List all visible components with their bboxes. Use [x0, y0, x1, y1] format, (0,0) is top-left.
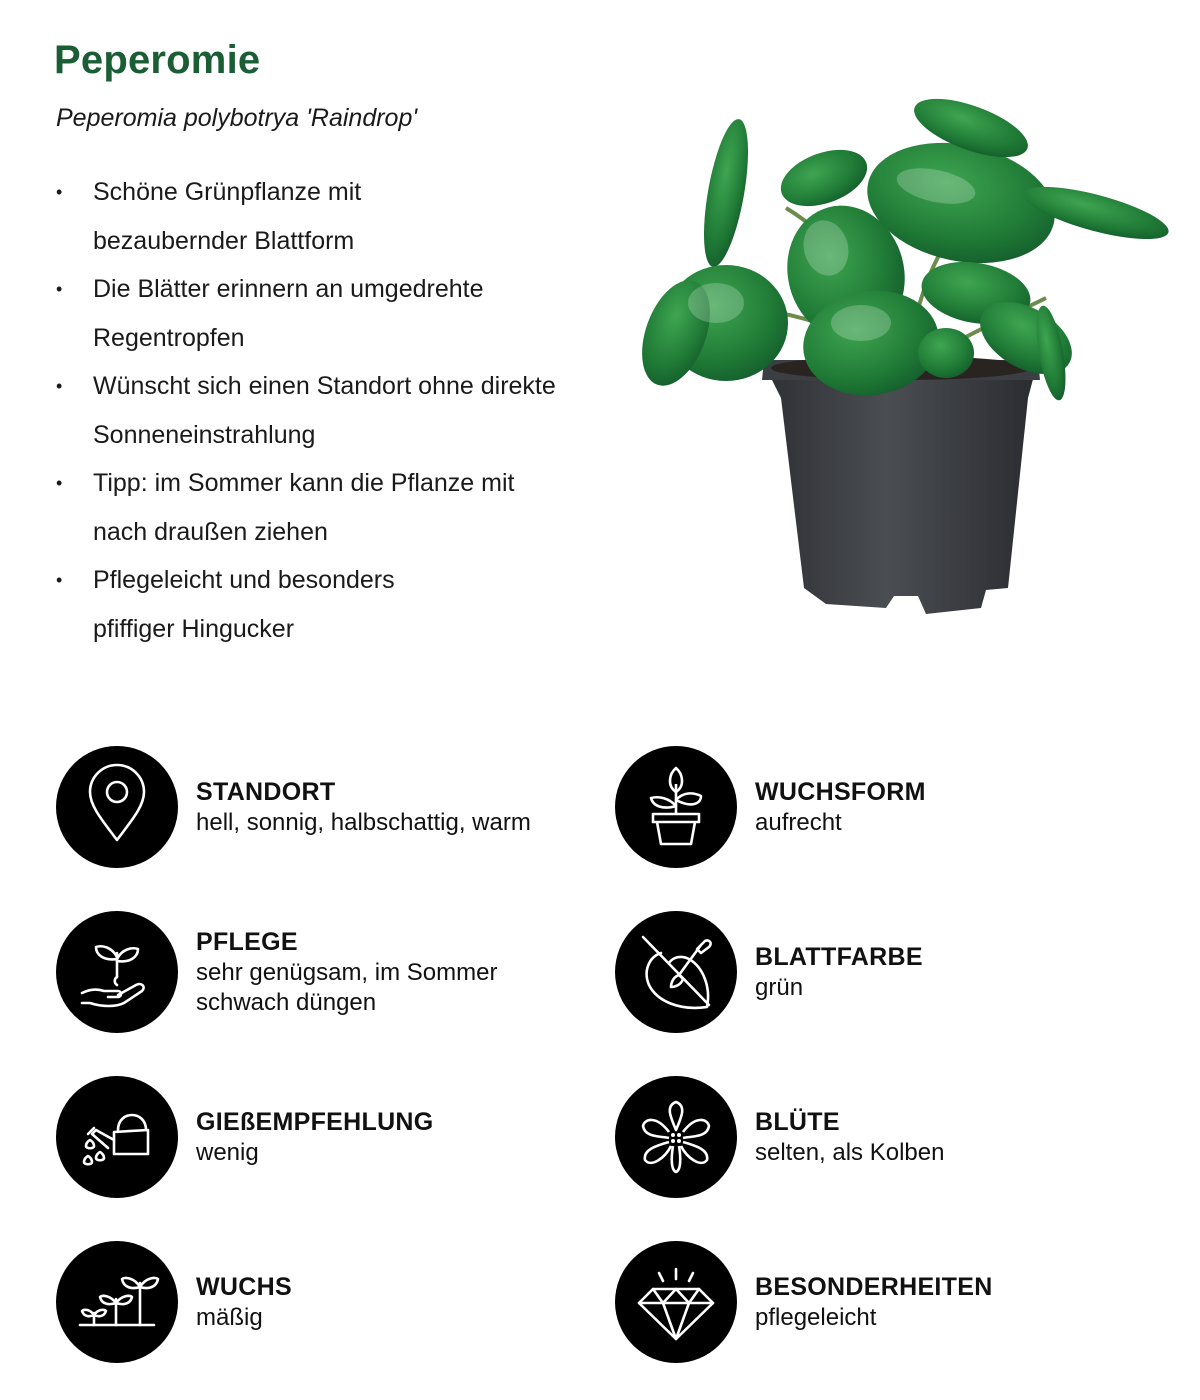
- bullet-text-line: pfiffiger Hingucker: [93, 614, 295, 643]
- potted-plant-icon: [631, 762, 721, 852]
- bullet-text-line: Die Blätter erinnern an umgedrehte: [93, 275, 484, 303]
- feature-label: WUCHS: [196, 1272, 292, 1301]
- feature-value: pflegeleicht: [755, 1303, 877, 1331]
- feature-value: wenig: [196, 1138, 259, 1166]
- feature-value: grün: [755, 973, 804, 1001]
- feature-pflege: [56, 911, 556, 1035]
- list-item: [56, 459, 616, 556]
- list-item: [56, 168, 616, 265]
- feature-value: schwach düngen: [196, 988, 377, 1016]
- feature-value: hell, sonnig, halbschattig, warm: [196, 808, 531, 836]
- feature-icon-circle: [615, 1076, 737, 1198]
- flower-icon: [631, 1092, 721, 1182]
- feature-icon-circle: [56, 1076, 178, 1198]
- bullet-text-line: Wünscht sich einen Standort ohne direkte: [93, 372, 556, 400]
- feature-label: STANDORT: [196, 777, 336, 806]
- bullet-text-line: bezaubernder Blattform: [93, 226, 355, 255]
- hand-seedling-icon: [72, 927, 162, 1017]
- feature-standort: [56, 746, 556, 870]
- feature-label: GIEßEMPFEHLUNG: [196, 1107, 434, 1136]
- feature-value: aufrecht: [755, 808, 842, 836]
- feature-icon-circle: [615, 746, 737, 868]
- feature-label: WUCHSFORM: [755, 777, 926, 806]
- bullet-text-line: Sonneneinstrahlung: [93, 420, 316, 449]
- feature-value: selten, als Kolben: [755, 1138, 945, 1166]
- list-item: [56, 265, 616, 362]
- bullet-dot: •: [56, 570, 63, 590]
- feature-icon-circle: [56, 746, 178, 868]
- page-title: Peperomie: [54, 38, 261, 82]
- bullet-dot: •: [56, 279, 63, 299]
- botanical-name: Peperomia polybotrya 'Raindrop': [56, 104, 418, 132]
- bullet-dot: •: [56, 182, 63, 202]
- list-item: [56, 556, 616, 653]
- bullet-text-line: Pflegeleicht und besonders: [93, 566, 395, 594]
- leaf-brush-icon: [631, 927, 721, 1017]
- feature-label: BLATTFARBE: [755, 942, 923, 971]
- feature-icon-circle: [56, 911, 178, 1033]
- bullet-text-line: nach draußen ziehen: [93, 517, 328, 546]
- feature-value: mäßig: [196, 1303, 263, 1331]
- bullet-text-line: Tipp: im Sommer kann die Pflanze mit: [93, 469, 515, 497]
- feature-wuchs: [56, 1241, 556, 1365]
- feature-icon-circle: [615, 1241, 737, 1363]
- feature-icon-circle: [615, 911, 737, 1033]
- bullet-dot: •: [56, 376, 63, 396]
- bullet-dot: •: [56, 473, 63, 493]
- list-item: [56, 362, 616, 459]
- growth-seedlings-icon: [72, 1257, 162, 1347]
- feature-blattfarbe: [615, 911, 1115, 1035]
- feature-bluete: [615, 1076, 1115, 1200]
- diamond-icon: [631, 1257, 721, 1347]
- plant-product-image: [636, 98, 1176, 623]
- feature-giessempfehlung: [56, 1076, 556, 1200]
- bullet-text-line: Regentropfen: [93, 323, 245, 352]
- feature-wuchsform: [615, 746, 1115, 870]
- bullet-text-line: Schöne Grünpflanze mit: [93, 178, 362, 206]
- feature-label: BESONDERHEITEN: [755, 1272, 993, 1301]
- feature-label: PFLEGE: [196, 927, 298, 956]
- feature-bullet-list: [56, 168, 616, 653]
- feature-icon-circle: [56, 1241, 178, 1363]
- feature-label: BLÜTE: [755, 1107, 840, 1136]
- feature-besonderheiten: [615, 1241, 1115, 1365]
- location-pin-icon: [72, 762, 162, 852]
- feature-value: sehr genügsam, im Sommer: [196, 958, 498, 986]
- watering-can-icon: [72, 1092, 162, 1182]
